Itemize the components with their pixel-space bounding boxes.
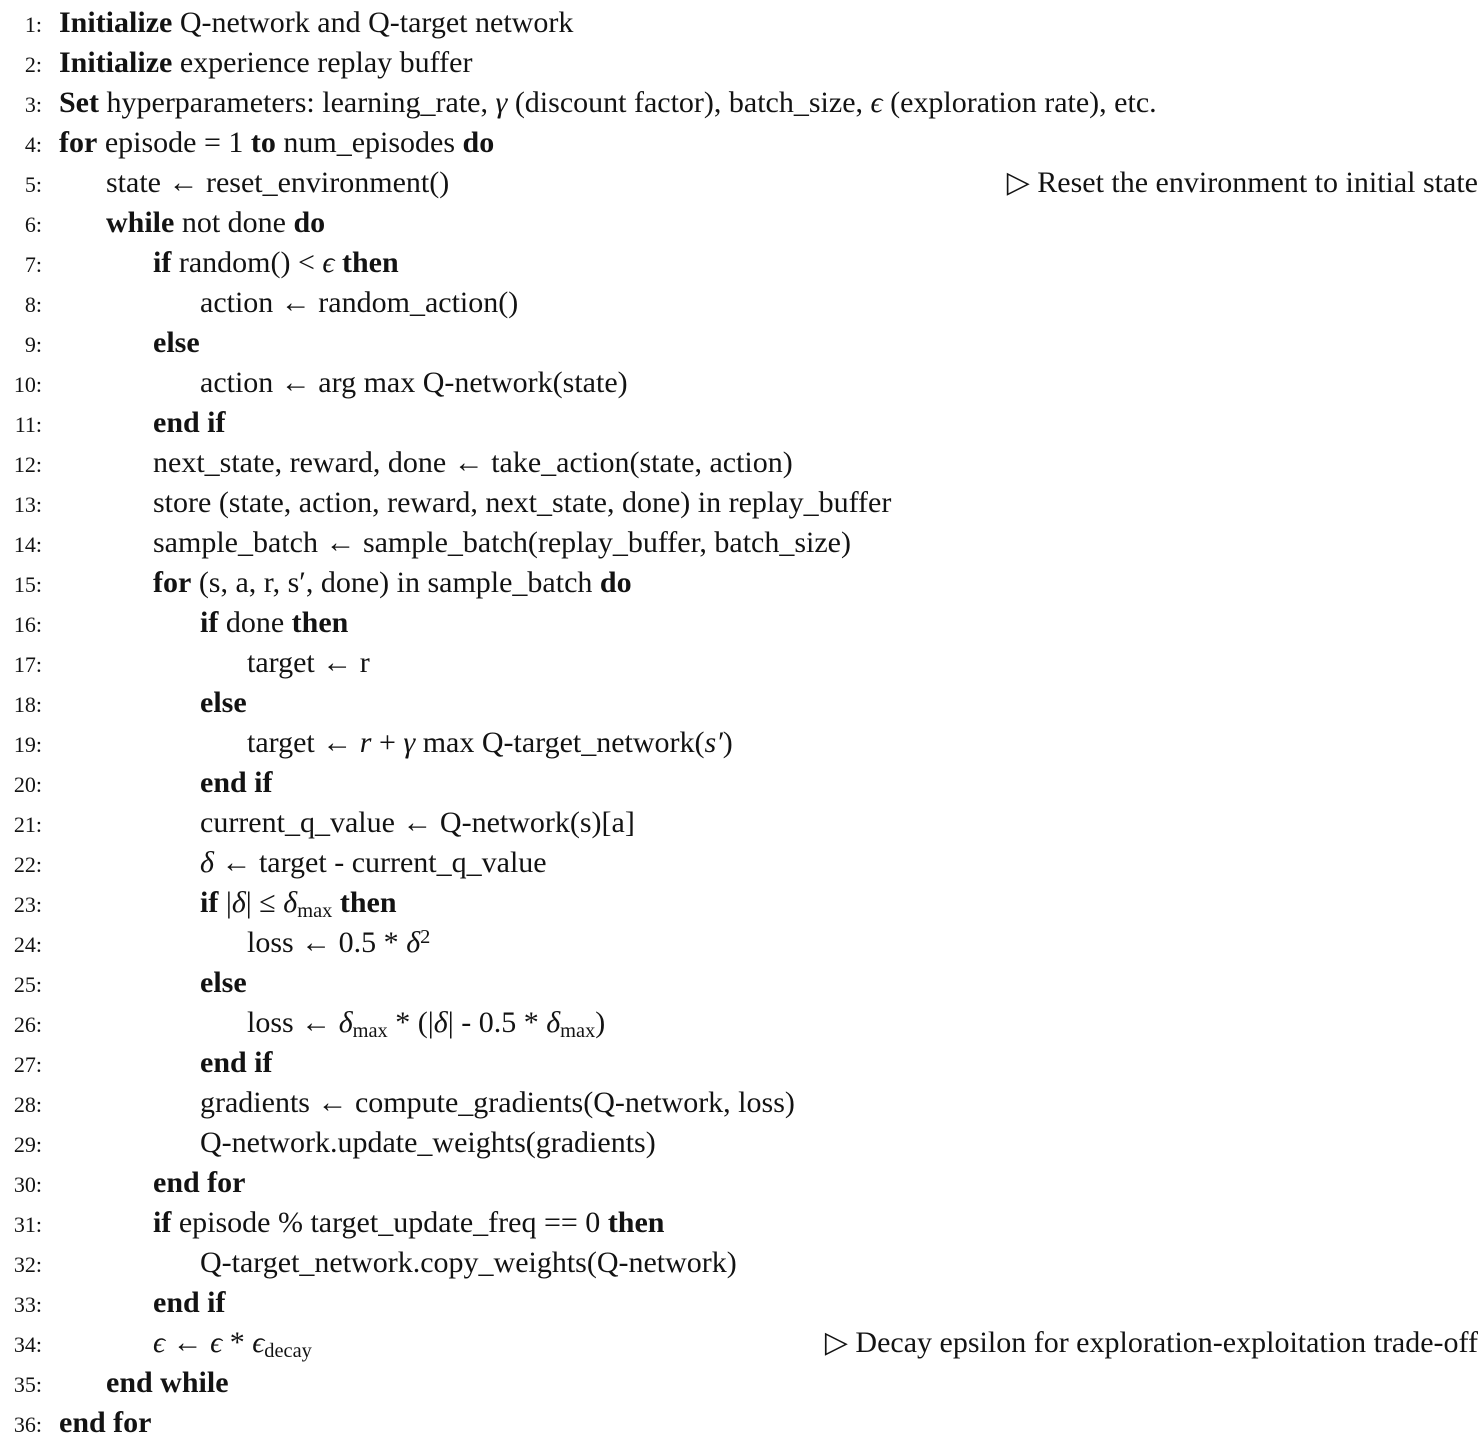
algorithm-line	[6, 363, 1480, 403]
line-code	[247, 723, 733, 763]
line-number: 11:	[14, 412, 42, 437]
code-text: max Q-target_network(	[415, 726, 705, 759]
code-text: Q-target_network.copy_weights(Q-network)	[200, 1246, 737, 1279]
line-code	[200, 1083, 795, 1123]
line-code	[200, 683, 247, 723]
algorithm	[6, 3, 1480, 1443]
keyword: for	[153, 566, 192, 599]
line-code	[200, 803, 635, 843]
code-text	[332, 886, 340, 919]
line-number: 12:	[13, 452, 42, 477]
code-text: (discount factor), batch_size,	[507, 86, 871, 119]
keyword: end for	[153, 1166, 246, 1199]
code-text: ϵ	[322, 246, 335, 279]
code-text: random() <	[171, 246, 323, 279]
line-number: 18:	[13, 692, 42, 717]
code-text: +	[371, 726, 404, 759]
line-code	[59, 83, 1157, 123]
code-text: gradients ← compute_gradients(Q-network, loss)	[200, 1086, 795, 1119]
line-number: 3:	[24, 92, 42, 117]
algorithm-line	[6, 1323, 1480, 1363]
algorithm-line	[6, 923, 1480, 963]
algorithm-line	[6, 83, 1480, 123]
keyword: if	[200, 886, 219, 919]
algorithm-line	[6, 1203, 1480, 1243]
inline-comment: ▷ Decay epsilon for exploration-exploitation trade-off	[824, 1326, 1478, 1359]
keyword: else	[200, 966, 247, 999]
line-number: 26:	[13, 1012, 42, 1037]
code-text: | ≤	[245, 886, 284, 919]
code-text: γ	[403, 726, 416, 759]
code-text: ϵ	[210, 1326, 223, 1359]
code-text: target ← r	[247, 646, 370, 679]
code-text: γ	[495, 86, 508, 119]
code-text: max	[352, 1020, 388, 1043]
code-text: * (|	[387, 1006, 434, 1039]
code-text: δ	[338, 1006, 353, 1039]
keyword: Initialize	[59, 6, 173, 39]
code-text: hyperparameters: learning_rate,	[99, 86, 496, 119]
line-code	[106, 1363, 229, 1403]
keyword: else	[200, 686, 247, 719]
line-code	[200, 883, 397, 923]
line-number: 32:	[13, 1252, 42, 1277]
keyword: end if	[153, 406, 226, 439]
line-number: 27:	[13, 1052, 42, 1077]
line-number: 34:	[13, 1332, 42, 1357]
code-text: s′	[704, 726, 723, 759]
code-text: loss ←	[247, 1006, 339, 1039]
line-code	[200, 1243, 737, 1283]
code-text: done	[218, 606, 292, 639]
line-number: 28:	[13, 1092, 42, 1117]
line-number: 19:	[13, 732, 42, 757]
line-number: 13:	[13, 492, 42, 517]
keyword: do	[599, 566, 632, 599]
keyword: if	[153, 1206, 172, 1239]
code-text: )	[722, 726, 733, 759]
line-number: 23:	[13, 892, 42, 917]
code-text: sample_batch ← sample_batch(replay_buffer, batch_size)	[153, 526, 851, 559]
code-text: r	[359, 726, 372, 759]
line-number: 10:	[13, 372, 42, 397]
keyword: while	[106, 206, 175, 239]
code-text: target ←	[247, 726, 360, 759]
keyword: Set	[59, 86, 99, 119]
code-text: |	[218, 886, 232, 919]
line-code	[106, 203, 325, 243]
code-text: ϵ	[153, 1326, 166, 1359]
line-number: 21:	[13, 812, 42, 837]
algorithm-line	[6, 123, 1480, 163]
keyword: if	[200, 606, 219, 639]
code-text: δ	[406, 926, 421, 959]
line-number: 1:	[24, 12, 42, 37]
line-number: 20:	[13, 772, 42, 797]
line-code	[153, 323, 200, 363]
line-number: 8:	[24, 292, 42, 317]
algorithm-line	[6, 1123, 1480, 1163]
line-number: 5:	[24, 172, 42, 197]
inline-comment: ▷ Reset the environment to initial state	[1006, 166, 1478, 199]
line-code	[59, 3, 573, 43]
line-code	[153, 243, 399, 283]
keyword: then	[339, 886, 397, 919]
line-number: 25:	[13, 972, 42, 997]
line-number: 9:	[24, 332, 42, 357]
line-code	[200, 363, 628, 403]
keyword: for	[59, 126, 98, 159]
code-text: )	[595, 1006, 606, 1039]
code-text: (s, a, r, s′, done) in sample_batch	[191, 566, 600, 599]
keyword: Initialize	[59, 46, 173, 79]
line-code	[247, 643, 370, 683]
algorithm-line	[6, 3, 1480, 43]
algorithm-line	[6, 1083, 1480, 1123]
algorithm-line	[6, 843, 1480, 883]
algorithm-line	[6, 163, 1480, 203]
line-number: 33:	[13, 1292, 42, 1317]
line-number: 24:	[13, 932, 42, 957]
algorithm-line	[6, 723, 1480, 763]
keyword: to	[250, 126, 276, 159]
algorithm-line	[6, 1403, 1480, 1443]
line-code	[106, 163, 449, 203]
line-number: 16:	[13, 612, 42, 637]
line-code	[200, 283, 518, 323]
algorithm-line	[6, 763, 1480, 803]
line-number: 6:	[24, 212, 42, 237]
keyword: then	[607, 1206, 665, 1239]
algorithm-line	[6, 43, 1480, 83]
code-text: max	[297, 900, 333, 923]
line-number: 15:	[13, 572, 42, 597]
line-number: 7:	[24, 252, 42, 277]
algorithm-line	[6, 1043, 1480, 1083]
algorithm-line	[6, 1003, 1480, 1043]
line-code	[200, 603, 348, 643]
algorithm-line	[6, 683, 1480, 723]
code-text: δ	[231, 886, 246, 919]
line-code	[153, 443, 793, 483]
line-code	[200, 843, 547, 883]
code-text: num_episodes	[275, 126, 463, 159]
code-text: Q-network and Q-target network	[172, 6, 574, 39]
keyword: end if	[153, 1286, 226, 1319]
code-text: episode % target_update_freq == 0	[171, 1206, 608, 1239]
algorithm-line	[6, 403, 1480, 443]
line-code	[153, 523, 851, 563]
algorithm-line	[6, 643, 1480, 683]
algorithm-line	[6, 243, 1480, 283]
code-text: δ	[433, 1006, 448, 1039]
line-code	[153, 1203, 665, 1243]
code-text: | - 0.5 *	[447, 1006, 547, 1039]
line-code	[200, 763, 273, 803]
code-text: *	[222, 1326, 253, 1359]
algorithm-line	[6, 963, 1480, 1003]
algorithm-line	[6, 323, 1480, 363]
line-code	[59, 123, 494, 163]
line-number: 14:	[13, 532, 42, 557]
line-code	[153, 563, 632, 603]
line-number: 29:	[13, 1132, 42, 1157]
algorithm-line	[6, 603, 1480, 643]
line-number: 30:	[13, 1172, 42, 1197]
algorithm-line	[6, 563, 1480, 603]
keyword: else	[153, 326, 200, 359]
code-text: decay	[264, 1340, 312, 1363]
algorithm-line	[6, 803, 1480, 843]
line-number: 17:	[13, 652, 42, 677]
line-code	[200, 963, 247, 1003]
code-text	[334, 246, 342, 279]
algorithm-line	[6, 1283, 1480, 1323]
algorithm-line	[6, 1163, 1480, 1203]
code-text: experience replay buffer	[172, 46, 473, 79]
line-code	[247, 923, 430, 963]
keyword: end if	[200, 1046, 273, 1079]
code-text: ϵ	[252, 1326, 265, 1359]
line-number: 31:	[13, 1212, 42, 1237]
line-code	[200, 1123, 656, 1163]
code-text: state ← reset_environment()	[106, 166, 450, 199]
line-number: 22:	[13, 852, 42, 877]
line-code	[153, 403, 226, 443]
code-text: δ	[200, 846, 214, 879]
code-text: Q-network.update_weights(gradients)	[200, 1126, 656, 1159]
line-number: 2:	[24, 52, 42, 77]
line-code	[153, 1323, 312, 1363]
line-code	[59, 1403, 152, 1443]
code-text: ←	[165, 1326, 211, 1359]
code-text: loss ← 0.5 *	[247, 926, 407, 959]
code-text: current_q_value ← Q-network(s)[a]	[200, 806, 635, 839]
algorithm-line	[6, 1243, 1480, 1283]
code-text: ϵ	[870, 86, 883, 119]
keyword: if	[153, 246, 172, 279]
code-text: ← target - current_q_value	[213, 846, 547, 879]
line-code	[200, 1043, 273, 1083]
keyword: end for	[59, 1406, 152, 1439]
code-text: action ← random_action()	[200, 286, 519, 319]
code-text: episode = 1	[97, 126, 251, 159]
keyword: then	[291, 606, 349, 639]
code-text: max	[560, 1020, 596, 1043]
code-text: not done	[174, 206, 294, 239]
algorithm-line	[6, 1363, 1480, 1403]
algorithm-line	[6, 483, 1480, 523]
keyword: then	[341, 246, 399, 279]
line-code	[247, 1003, 605, 1043]
line-number: 4:	[24, 132, 42, 157]
line-number: 35:	[13, 1372, 42, 1397]
code-text: next_state, reward, done ← take_action(state, action)	[153, 446, 793, 479]
line-code	[153, 483, 891, 523]
line-code	[59, 43, 472, 83]
algorithm-line	[6, 203, 1480, 243]
algorithm-line	[6, 283, 1480, 323]
code-text: action ← arg max Q-network(state)	[200, 366, 628, 399]
algorithm-line	[6, 883, 1480, 923]
code-text: 2	[420, 925, 431, 948]
line-number: 36:	[13, 1412, 42, 1437]
keyword: do	[293, 206, 326, 239]
code-text: (exploration rate), etc.	[882, 86, 1157, 119]
algorithm-line	[6, 523, 1480, 563]
keyword: end if	[200, 766, 273, 799]
code-text: δ	[283, 886, 298, 919]
algorithm-line	[6, 443, 1480, 483]
code-text: store (state, action, reward, next_state, done) in replay_buffer	[153, 486, 892, 519]
keyword: end while	[106, 1366, 229, 1399]
code-text: δ	[546, 1006, 561, 1039]
line-code	[153, 1163, 246, 1203]
keyword: do	[462, 126, 495, 159]
line-code	[153, 1283, 226, 1323]
